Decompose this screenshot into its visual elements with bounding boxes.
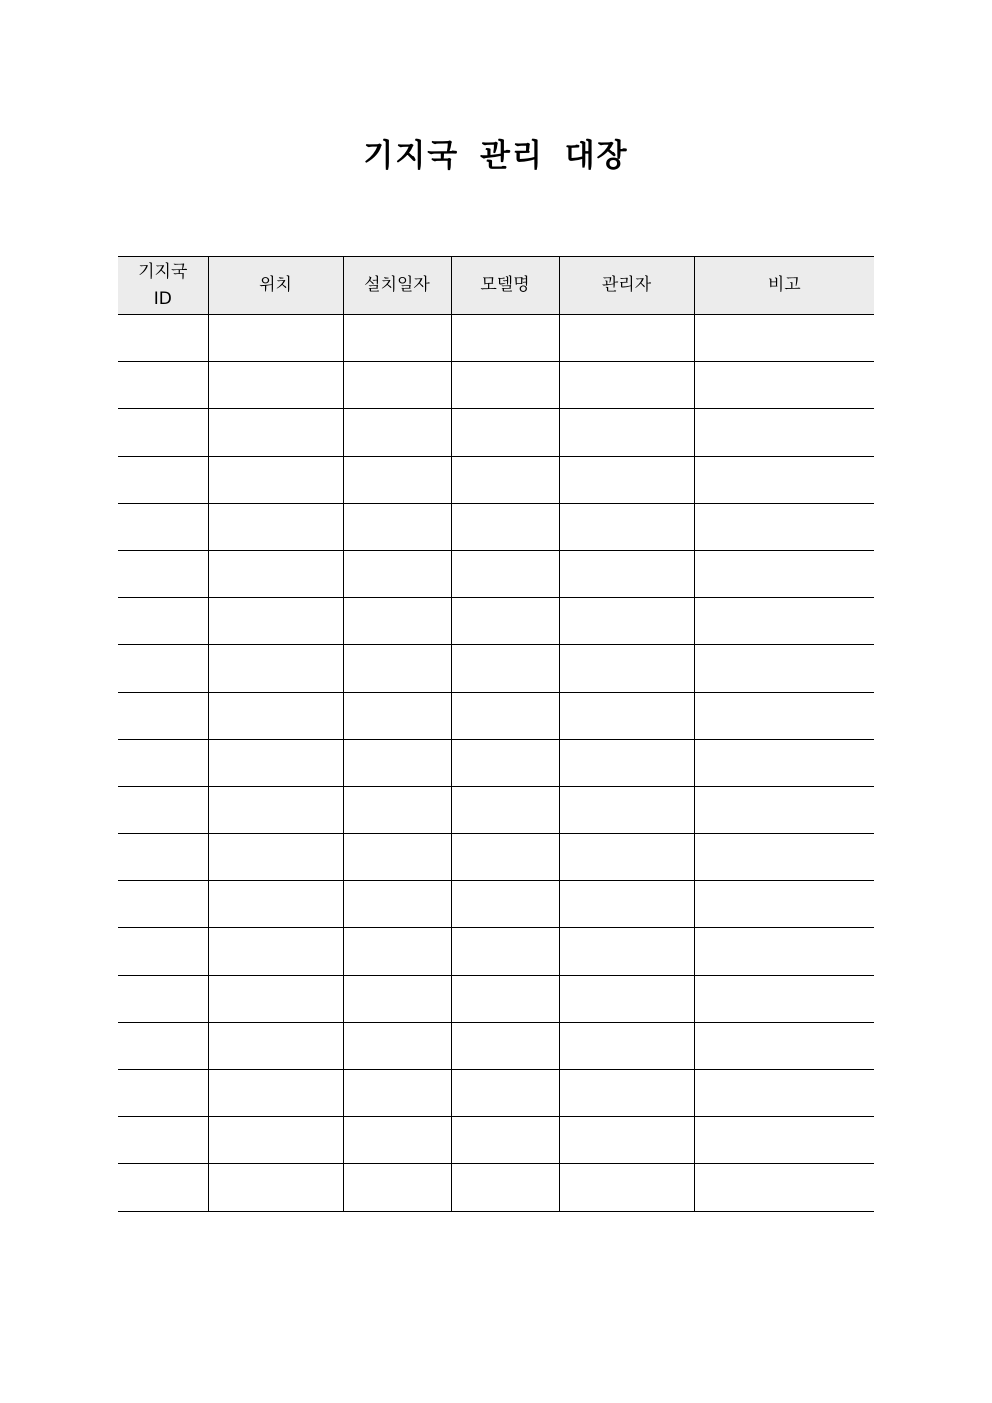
cell-station-id bbox=[118, 503, 208, 550]
cell-location bbox=[208, 1117, 343, 1164]
cell-location bbox=[208, 1022, 343, 1069]
column-header-station-id bbox=[118, 257, 208, 315]
cell-location bbox=[208, 550, 343, 597]
cell-station-id bbox=[118, 645, 208, 692]
table-row bbox=[118, 692, 874, 739]
cell-manager bbox=[559, 1164, 694, 1211]
cell-manager bbox=[559, 1117, 694, 1164]
cell-remarks bbox=[694, 1117, 874, 1164]
cell-remarks bbox=[694, 928, 874, 975]
cell-location bbox=[208, 692, 343, 739]
cell-model-name bbox=[451, 881, 559, 928]
cell-location bbox=[208, 409, 343, 456]
cell-location bbox=[208, 739, 343, 786]
page-title: 기지국 관리 대장 bbox=[363, 138, 629, 174]
cell-install-date bbox=[343, 739, 451, 786]
cell-install-date bbox=[343, 409, 451, 456]
cell-remarks bbox=[694, 881, 874, 928]
cell-manager bbox=[559, 456, 694, 503]
cell-station-id bbox=[118, 362, 208, 409]
column-header-model-name: 모델명 bbox=[451, 257, 559, 315]
cell-model-name bbox=[451, 1117, 559, 1164]
cell-remarks bbox=[694, 739, 874, 786]
cell-install-date bbox=[343, 598, 451, 645]
cell-manager bbox=[559, 645, 694, 692]
cell-station-id bbox=[118, 598, 208, 645]
cell-location bbox=[208, 598, 343, 645]
cell-remarks bbox=[694, 786, 874, 833]
table-row bbox=[118, 456, 874, 503]
cell-model-name bbox=[451, 975, 559, 1022]
cell-install-date bbox=[343, 550, 451, 597]
cell-location bbox=[208, 881, 343, 928]
cell-remarks bbox=[694, 598, 874, 645]
table-row bbox=[118, 786, 874, 833]
cell-station-id bbox=[118, 1022, 208, 1069]
cell-install-date bbox=[343, 1117, 451, 1164]
cell-install-date bbox=[343, 315, 451, 362]
cell-model-name bbox=[451, 315, 559, 362]
cell-station-id bbox=[118, 1117, 208, 1164]
cell-remarks bbox=[694, 409, 874, 456]
column-header-install-date: 설치일자 bbox=[343, 257, 451, 315]
cell-location bbox=[208, 503, 343, 550]
table-row bbox=[118, 1022, 874, 1069]
cell-install-date bbox=[343, 1022, 451, 1069]
cell-station-id bbox=[118, 1164, 208, 1211]
cell-station-id bbox=[118, 550, 208, 597]
table-row bbox=[118, 409, 874, 456]
cell-location bbox=[208, 786, 343, 833]
cell-install-date bbox=[343, 881, 451, 928]
table-row bbox=[118, 975, 874, 1022]
cell-station-id bbox=[118, 928, 208, 975]
cell-model-name bbox=[451, 550, 559, 597]
cell-remarks bbox=[694, 362, 874, 409]
cell-remarks bbox=[694, 975, 874, 1022]
cell-location bbox=[208, 362, 343, 409]
table-row bbox=[118, 928, 874, 975]
column-header-station-id-line2: ID bbox=[153, 288, 172, 309]
cell-station-id bbox=[118, 315, 208, 362]
cell-location bbox=[208, 1164, 343, 1211]
table-row bbox=[118, 645, 874, 692]
station-register-table bbox=[118, 256, 874, 1212]
cell-manager bbox=[559, 928, 694, 975]
cell-manager bbox=[559, 503, 694, 550]
cell-model-name bbox=[451, 362, 559, 409]
cell-model-name bbox=[451, 928, 559, 975]
cell-model-name bbox=[451, 786, 559, 833]
cell-model-name bbox=[451, 834, 559, 881]
table-body bbox=[118, 315, 874, 1212]
cell-manager bbox=[559, 739, 694, 786]
cell-location bbox=[208, 456, 343, 503]
cell-manager bbox=[559, 1070, 694, 1117]
cell-station-id bbox=[118, 975, 208, 1022]
cell-manager bbox=[559, 975, 694, 1022]
cell-install-date bbox=[343, 975, 451, 1022]
cell-manager bbox=[559, 315, 694, 362]
table-row bbox=[118, 315, 874, 362]
cell-install-date bbox=[343, 692, 451, 739]
column-header-station-id-line1: 기지국 bbox=[138, 261, 188, 282]
cell-station-id bbox=[118, 456, 208, 503]
table-row bbox=[118, 550, 874, 597]
cell-install-date bbox=[343, 456, 451, 503]
cell-manager bbox=[559, 692, 694, 739]
cell-station-id bbox=[118, 409, 208, 456]
table-row bbox=[118, 1070, 874, 1117]
table-row bbox=[118, 881, 874, 928]
cell-location bbox=[208, 975, 343, 1022]
cell-location bbox=[208, 315, 343, 362]
cell-manager bbox=[559, 881, 694, 928]
cell-manager bbox=[559, 834, 694, 881]
cell-model-name bbox=[451, 409, 559, 456]
cell-station-id bbox=[118, 1070, 208, 1117]
cell-station-id bbox=[118, 834, 208, 881]
cell-location bbox=[208, 645, 343, 692]
cell-model-name bbox=[451, 598, 559, 645]
table-row bbox=[118, 503, 874, 550]
cell-manager bbox=[559, 550, 694, 597]
cell-manager bbox=[559, 362, 694, 409]
cell-remarks bbox=[694, 503, 874, 550]
column-header-location: 위치 bbox=[208, 257, 343, 315]
table-row bbox=[118, 1117, 874, 1164]
cell-location bbox=[208, 1070, 343, 1117]
cell-remarks bbox=[694, 645, 874, 692]
cell-manager bbox=[559, 409, 694, 456]
cell-remarks bbox=[694, 1164, 874, 1211]
cell-manager bbox=[559, 786, 694, 833]
cell-model-name bbox=[451, 503, 559, 550]
cell-install-date bbox=[343, 1164, 451, 1211]
table-row bbox=[118, 598, 874, 645]
cell-station-id bbox=[118, 881, 208, 928]
cell-remarks bbox=[694, 1070, 874, 1117]
cell-model-name bbox=[451, 1022, 559, 1069]
cell-station-id bbox=[118, 786, 208, 833]
cell-remarks bbox=[694, 834, 874, 881]
cell-install-date bbox=[343, 645, 451, 692]
table-header-row bbox=[118, 257, 874, 315]
cell-remarks bbox=[694, 550, 874, 597]
cell-remarks bbox=[694, 315, 874, 362]
cell-install-date bbox=[343, 362, 451, 409]
cell-install-date bbox=[343, 503, 451, 550]
cell-station-id bbox=[118, 739, 208, 786]
cell-location bbox=[208, 928, 343, 975]
table-row bbox=[118, 834, 874, 881]
column-header-manager: 관리자 bbox=[559, 257, 694, 315]
cell-install-date bbox=[343, 928, 451, 975]
cell-model-name bbox=[451, 739, 559, 786]
cell-install-date bbox=[343, 786, 451, 833]
cell-remarks bbox=[694, 456, 874, 503]
table-row bbox=[118, 1164, 874, 1211]
cell-model-name bbox=[451, 692, 559, 739]
table-row bbox=[118, 739, 874, 786]
cell-model-name bbox=[451, 645, 559, 692]
cell-install-date bbox=[343, 1070, 451, 1117]
cell-remarks bbox=[694, 692, 874, 739]
cell-model-name bbox=[451, 1164, 559, 1211]
cell-location bbox=[208, 834, 343, 881]
cell-remarks bbox=[694, 1022, 874, 1069]
cell-station-id bbox=[118, 692, 208, 739]
cell-install-date bbox=[343, 834, 451, 881]
cell-manager bbox=[559, 598, 694, 645]
cell-model-name bbox=[451, 1070, 559, 1117]
column-header-remarks: 비고 bbox=[694, 257, 874, 315]
cell-manager bbox=[559, 1022, 694, 1069]
table-row bbox=[118, 362, 874, 409]
cell-model-name bbox=[451, 456, 559, 503]
